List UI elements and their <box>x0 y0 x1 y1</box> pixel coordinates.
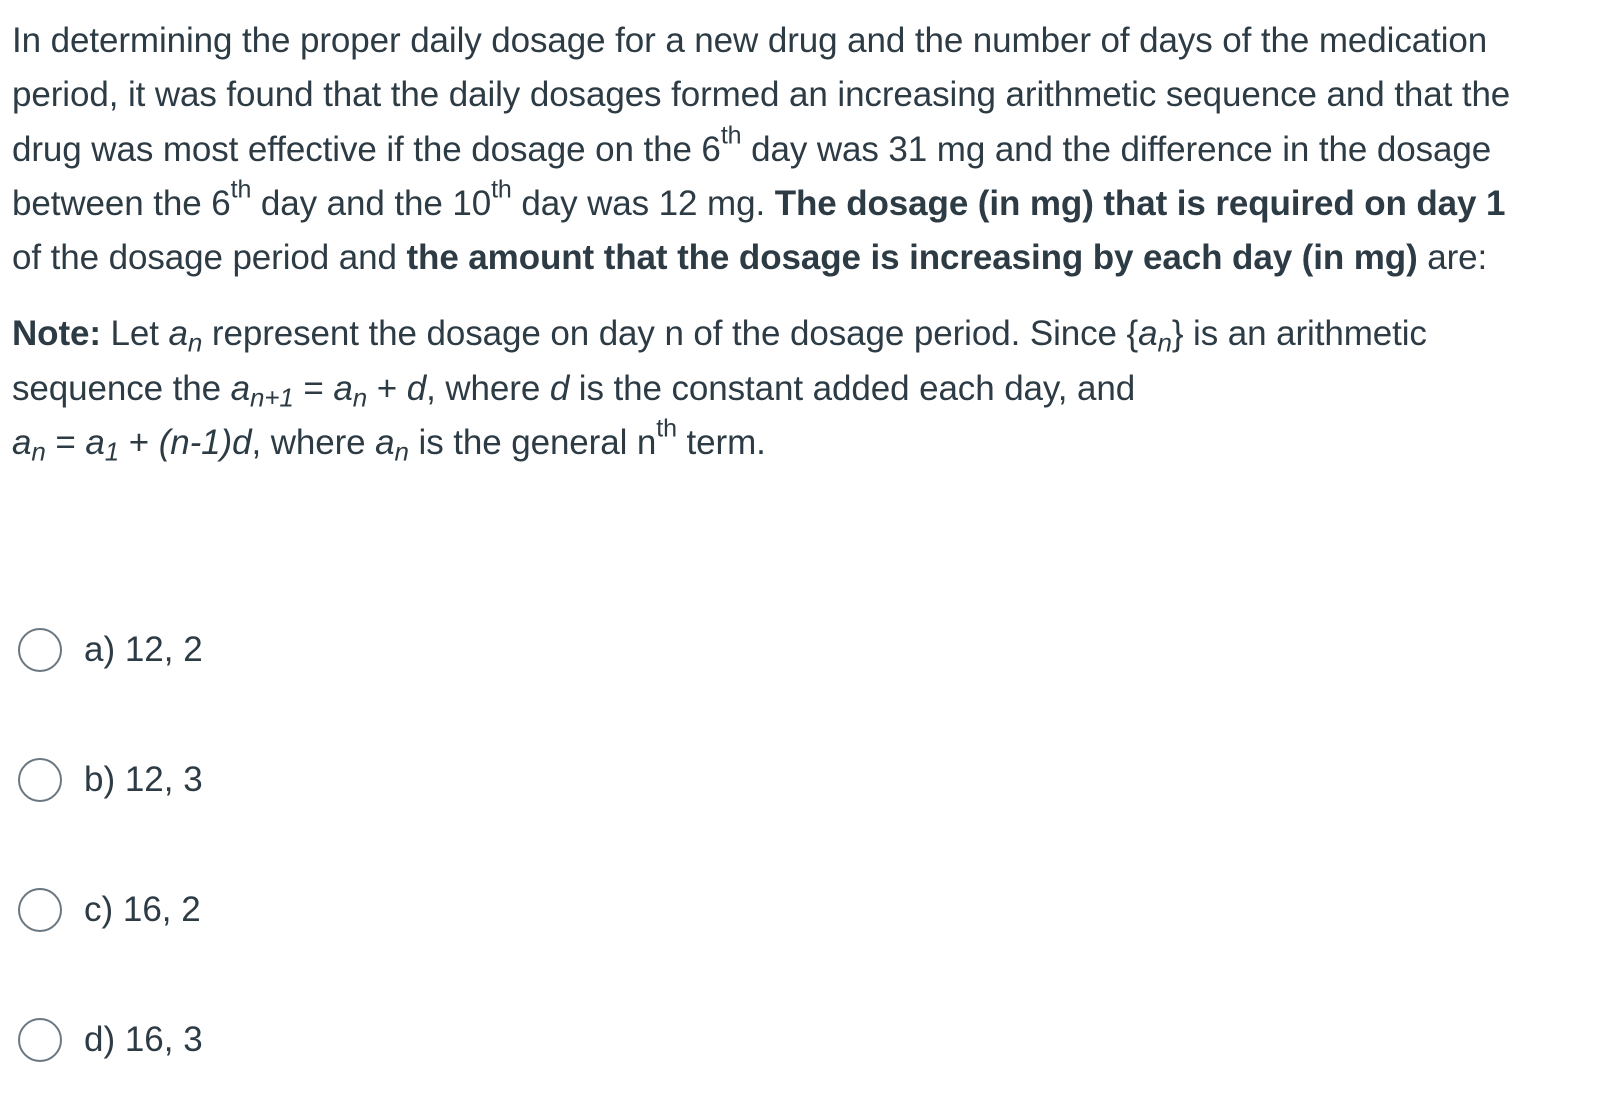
note-paragraph: Note: Let $a_n$ represent the dosage on day n of the dosage period. Since $\{a_n\}$ is an arithmetic sequence the $a_{n+1} = a_n + d$, where d is the constant added each day, and $a_n = a_1 + (n-1)d$, where $a_n$ is the general $n^{th}$ term. <box>12 314 1427 467</box>
radio-button-b[interactable] <box>18 758 62 802</box>
answer-option-a[interactable] <box>18 620 203 680</box>
question-paragraph: In determining the proper daily dosage for a new drug and the number of days of the medication period, it was found that the daily dosages formed an increasing arithmetic sequence and that the drug was most effective if the dosage on the 6th day was 31 mg and the difference in the dosage between the 6th day and the 10th day was 12 mg. The dosage (in mg) that is required on day 1 of the dosage period and the amount that the dosage is increasing by each day (in mg) are: <box>12 21 1511 277</box>
radio-button-a[interactable] <box>18 628 62 672</box>
answer-option-c[interactable] <box>18 880 201 940</box>
note-label: Note: <box>12 314 101 354</box>
bold-phrase-day1: The dosage (in mg) that is required on day 1 <box>774 183 1506 223</box>
answer-option-b[interactable] <box>18 750 203 810</box>
superscript-th: th <box>720 121 742 149</box>
answer-label-b: b) 12, 3 <box>84 760 203 799</box>
superscript-th: th <box>491 175 512 204</box>
answer-label-c: c) 16, 2 <box>84 890 201 929</box>
answer-label-a: a) 12, 2 <box>84 630 203 669</box>
radio-button-c[interactable] <box>18 888 62 932</box>
answer-option-d[interactable] <box>18 1010 203 1070</box>
superscript-th: th <box>656 414 677 443</box>
radio-button-d[interactable] <box>18 1018 62 1062</box>
question-text <box>12 14 1532 470</box>
answer-label-d: d) 16, 3 <box>84 1020 203 1059</box>
bold-phrase-increase: the amount that the dosage is increasing by each day (in mg) <box>406 238 1418 277</box>
superscript-th: th <box>230 175 252 204</box>
